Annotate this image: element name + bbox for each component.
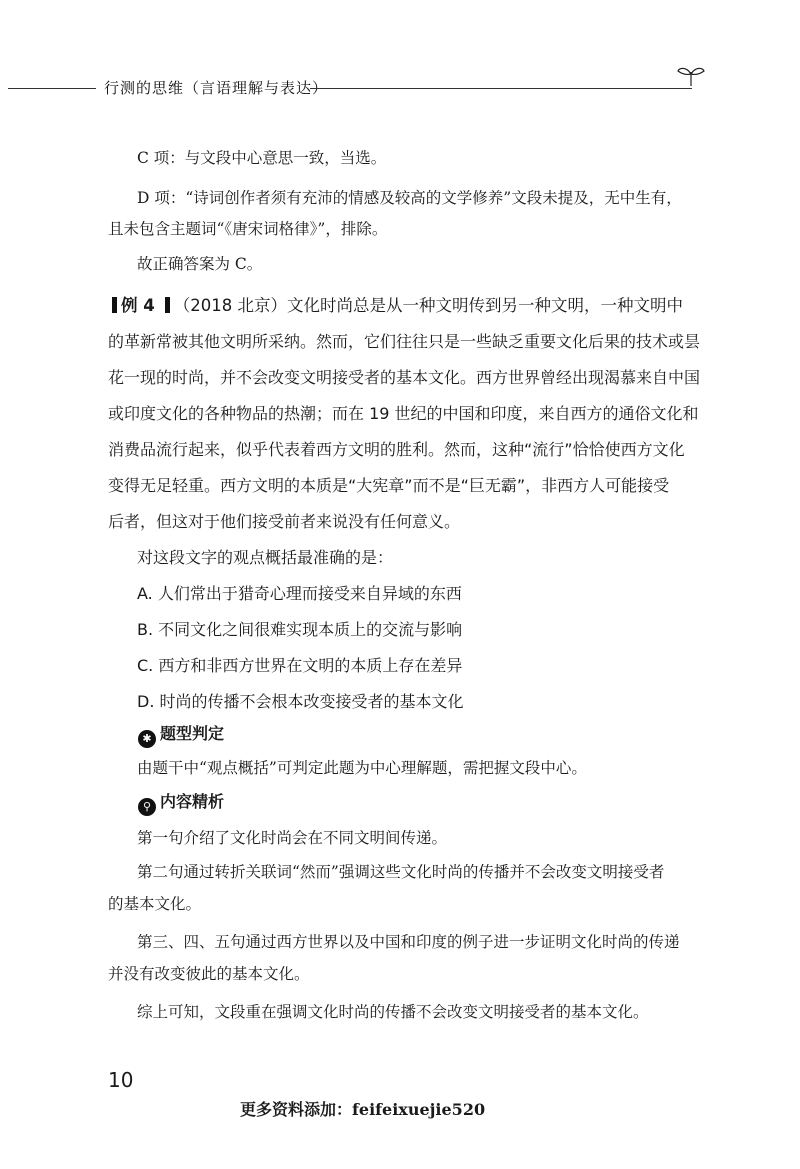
content-section-title: 内容精析 [160,792,225,811]
type-section-body: 由题干中“观点概括”可判定此题为中心理解题，需把握文段中心。 [137,759,587,777]
example-line-7: 后者，但这对于他们接受前者来说没有任何意义。 [108,512,461,531]
example-source: （2018 北京） [173,296,287,315]
magnifier-icon: ⚲ [138,798,156,816]
page-number: 10 [108,1068,134,1092]
example-line-5: 消费品流行起来，似乎代表着西方文明的胜利。然而，这种“流行”恰恰使西方文化 [108,440,685,459]
header-rule-left [8,88,96,89]
target-icon: ✱ [138,730,156,748]
option-b: B. 不同文化之间很难实现本质上的交流与影响 [137,620,463,639]
question-stem: 对这段文字的观点概括最准确的是： [137,548,394,567]
type-section-heading [138,718,224,750]
example-line-2: 的革新常被其他文明所采纳。然而，它们往往只是一些缺乏重要文化后果的技术或昙 [108,332,701,351]
sprout-icon [676,62,706,88]
analysis-line-4: 第三、四、五句通过西方世界以及中国和印度的例子进一步证明文化时尚的传递 [137,933,680,951]
option-d-note-line2: 且未包含主题词“《唐宋词格律》”，排除。 [108,220,388,238]
content-section-heading [138,786,224,818]
analysis-line-2: 第二句通过转折关联词“然而”强调这些文化时尚的传播并不会改变文明接受者 [137,863,665,881]
analysis-line-5: 并没有改变彼此的基本文化。 [108,965,310,983]
option-a: A. 人们常出于猎奇心理而接受来自异域的东西 [137,584,462,603]
label-bar-left [112,297,117,313]
option-c-note: C 项：与文段中心意思一致，当选。 [137,149,387,167]
label-bar-right [165,297,170,313]
example-line-3: 花一现的时尚，并不会改变文明接受者的基本文化。西方世界曾经出现渴慕来自中国 [108,368,701,387]
footer-promo: 更多资料添加：feifeixuejie520 [240,1100,486,1119]
option-d: D. 时尚的传播不会根本改变接受者的基本文化 [137,692,464,711]
example-label: 例 4 [121,296,155,315]
option-d-note-line1: D 项：“诗词创作者须有充沛的情感及较高的文学修养”文段未提及，无中生有， [137,189,682,207]
type-section-title: 题型判定 [160,724,225,743]
example-line-4: 或印度文化的各种物品的热潮；而在 19 世纪的中国和印度，来自西方的通俗文化和 [108,404,699,423]
analysis-line-3: 的基本文化。 [108,895,202,913]
example-line-1: 文化时尚总是从一种文明传到另一种文明，一种文明中 [286,296,683,315]
header-rule-right [310,88,692,89]
analysis-line-1: 第一句介绍了文化时尚会在不同文明间传递。 [137,829,448,847]
answer-conclusion: 故正确答案为 C。 [137,255,263,273]
header-title: 行测的思维（言语理解与表达） [104,79,329,97]
running-header [0,76,800,100]
example-heading-line [108,288,708,324]
analysis-summary: 综上可知，文段重在强调文化时尚的传播不会改变文明接受者的基本文化。 [137,1003,649,1021]
option-c: C. 西方和非西方世界在文明的本质上存在差异 [137,656,463,675]
example-line-6: 变得无足轻重。西方文明的本质是“大宪章”而不是“巨无霸”，非西方人可能接受 [108,476,670,495]
